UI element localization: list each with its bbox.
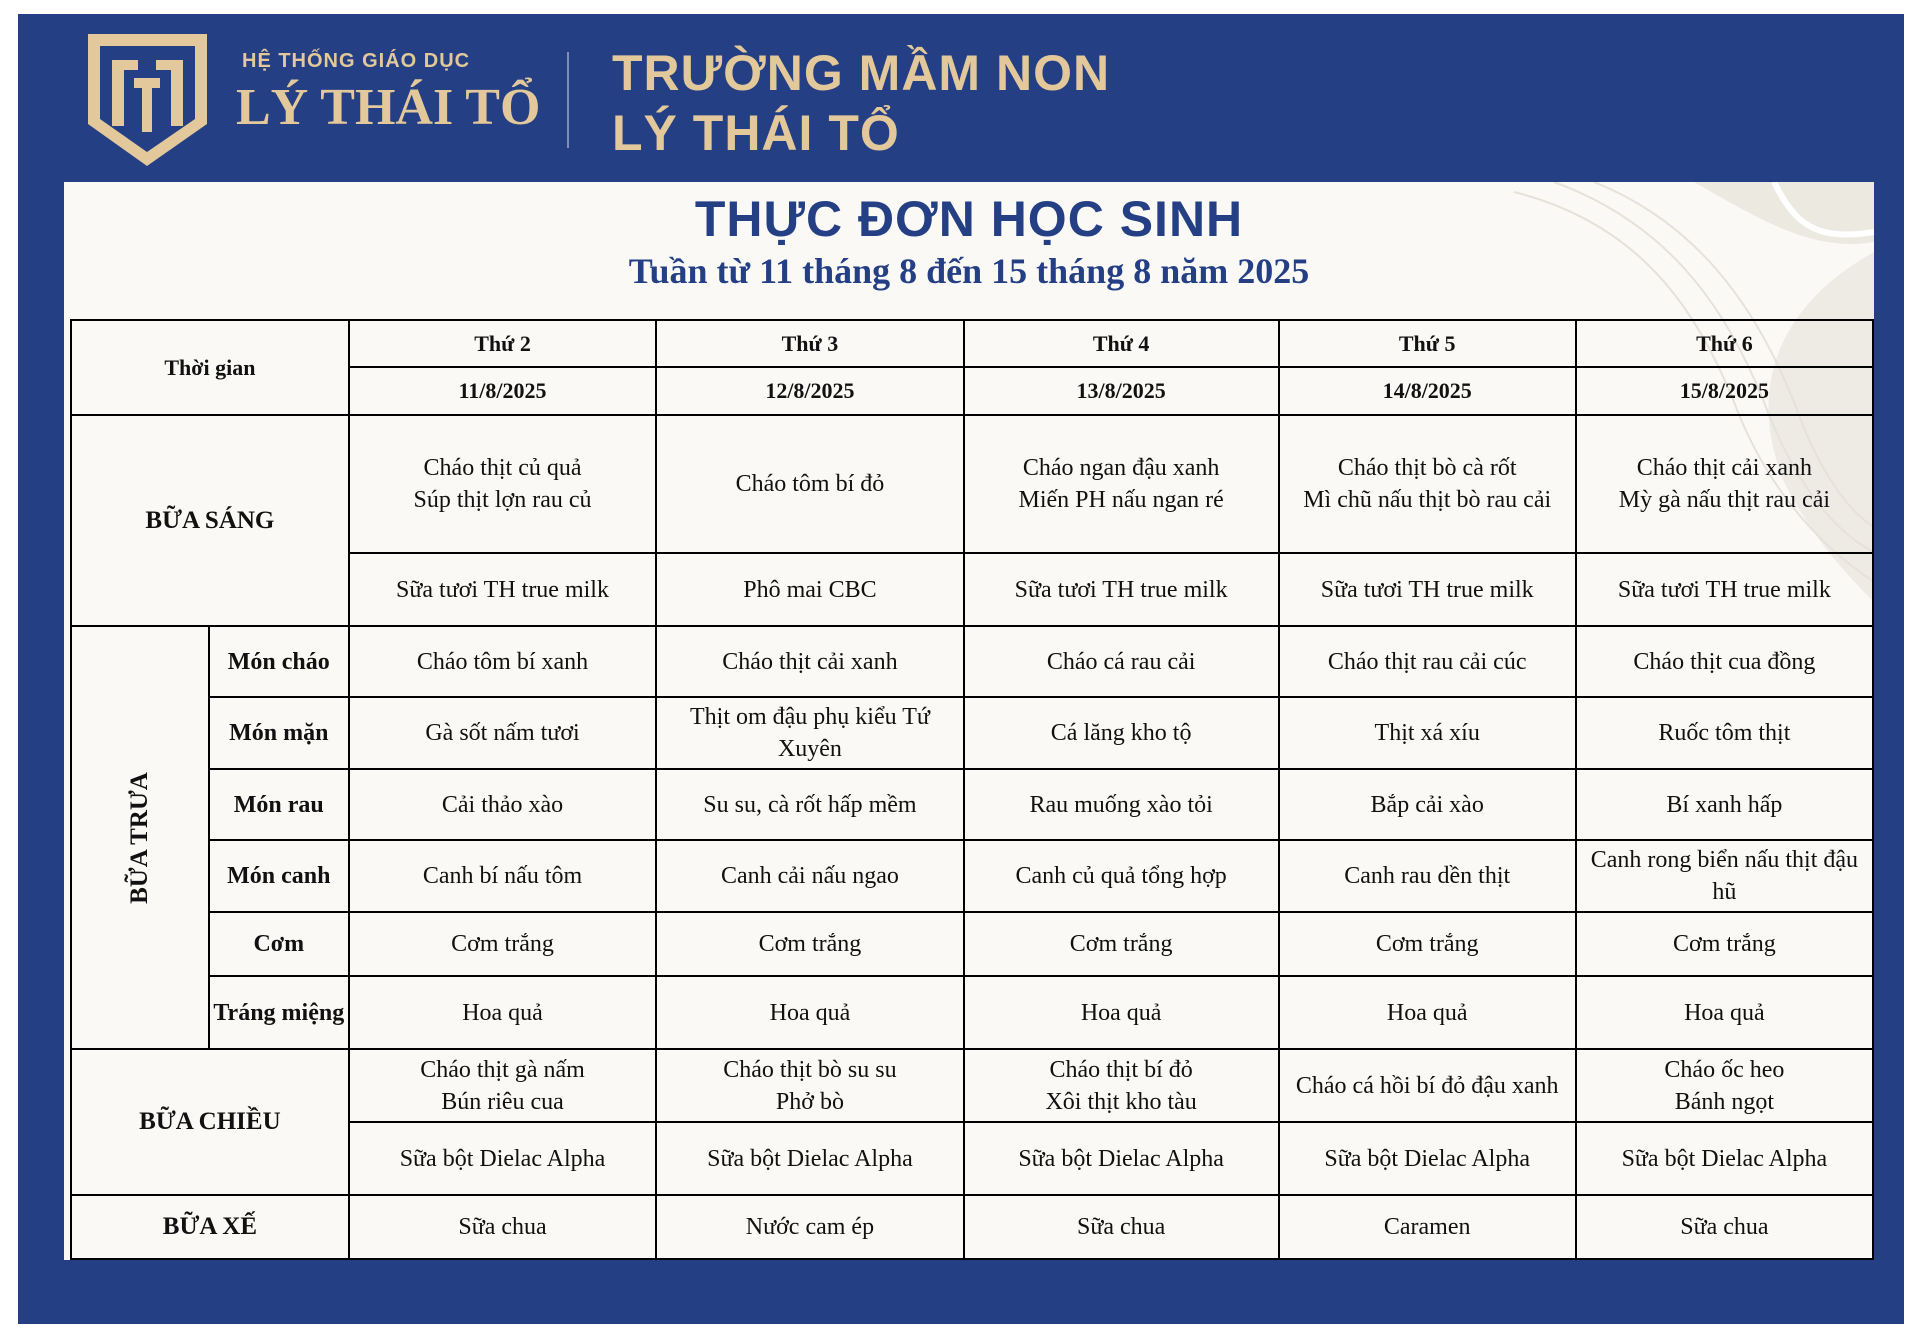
menu-cell: Hoa quả [349, 976, 656, 1049]
day-date: 14/8/2025 [1279, 367, 1576, 415]
meal-label-lunch: BỮA TRƯA [71, 626, 209, 1049]
brand-system-label: HỆ THỐNG GIÁO DỤC [242, 50, 471, 72]
menu-cell: Bắp cải xào [1279, 769, 1576, 840]
menu-table [70, 319, 1874, 1260]
menu-cell: Cháo thịt cải xanh Mỳ gà nấu thịt rau cải [1576, 415, 1873, 553]
menu-cell: Rau muống xào tỏi [964, 769, 1279, 840]
menu-cell: Bí xanh hấp [1576, 769, 1873, 840]
brand-system-name: LÝ THÁI TỔ [236, 79, 541, 136]
time-header: Thời gian [71, 320, 349, 415]
menu-cell: Sữa bột Dielac Alpha [1279, 1122, 1576, 1195]
menu-cell: Cháo tôm bí xanh [349, 626, 656, 697]
menu-cell: Caramen [1279, 1195, 1576, 1259]
day-name: Thứ 2 [349, 320, 656, 367]
day-date: 15/8/2025 [1576, 367, 1873, 415]
menu-cell: Canh rong biển nấu thịt đậu hũ [1576, 840, 1873, 912]
lunch-row-label: Tráng miệng [209, 976, 349, 1049]
day-name: Thứ 3 [656, 320, 963, 367]
menu-cell: Cháo cá hồi bí đỏ đậu xanh [1279, 1049, 1576, 1122]
meal-label-afternoon: BỮA CHIỀU [71, 1049, 349, 1195]
menu-cell: Cháo tôm bí đỏ [656, 415, 963, 553]
day-date: 11/8/2025 [349, 367, 656, 415]
menu-cell: Hoa quả [1576, 976, 1873, 1049]
menu-cell: Cháo cá rau cải [964, 626, 1279, 697]
menu-cell: Cháo thịt bò su su Phở bò [656, 1049, 963, 1122]
menu-cell: Thịt xá xíu [1279, 697, 1576, 769]
menu-cell: Sữa chua [1576, 1195, 1873, 1259]
menu-title: THỰC ĐƠN HỌC SINH [694, 191, 1244, 247]
menu-cell: Canh rau dền thịt [1279, 840, 1576, 912]
day-name: Thứ 4 [964, 320, 1279, 367]
meal-label-snack: BỮA XẾ [71, 1195, 349, 1259]
menu-cell: Cơm trắng [349, 912, 656, 976]
menu-cell: Sữa bột Dielac Alpha [1576, 1122, 1873, 1195]
menu-cell: Sữa tươi TH true milk [1576, 553, 1873, 626]
menu-cell: Phô mai CBC [656, 553, 963, 626]
lunch-row-label: Món cháo [209, 626, 349, 697]
menu-cell: Sữa tươi TH true milk [349, 553, 656, 626]
school-name-line1: TRƯỜNG MẦM NON [612, 45, 1111, 101]
menu-panel [64, 182, 1874, 1260]
menu-cell: Cháo thịt rau cải cúc [1279, 626, 1576, 697]
menu-cell: Cháo ngan đậu xanh Miến PH nấu ngan ré [964, 415, 1279, 553]
menu-cell: Canh cải nấu ngao [656, 840, 963, 912]
day-date: 12/8/2025 [656, 367, 963, 415]
day-name: Thứ 6 [1576, 320, 1873, 367]
lunch-row-label: Món rau [209, 769, 349, 840]
menu-cell: Cháo thịt cua đồng [1576, 626, 1873, 697]
menu-cell: Cá lăng kho tộ [964, 697, 1279, 769]
day-date: 13/8/2025 [964, 367, 1279, 415]
menu-cell: Ruốc tôm thịt [1576, 697, 1873, 769]
menu-cell: Cháo thịt bí đỏ Xôi thịt kho tàu [964, 1049, 1279, 1122]
menu-cell: Sữa tươi TH true milk [1279, 553, 1576, 626]
shield-monogram-icon [80, 26, 215, 172]
menu-cell: Cơm trắng [656, 912, 963, 976]
menu-cell: Cải thảo xào [349, 769, 656, 840]
menu-cell: Thịt om đậu phụ kiểu Tứ Xuyên [656, 697, 963, 769]
school-name-line2: LÝ THÁI TỔ [612, 105, 900, 161]
menu-cell: Cơm trắng [964, 912, 1279, 976]
brand-divider [567, 52, 569, 148]
menu-cell: Canh củ quả tổng hợp [964, 840, 1279, 912]
menu-cell: Sữa tươi TH true milk [964, 553, 1279, 626]
meal-label-breakfast: BỮA SÁNG [71, 415, 349, 626]
menu-cell: Gà sốt nấm tươi [349, 697, 656, 769]
menu-cell: Sữa bột Dielac Alpha [349, 1122, 656, 1195]
menu-cell: Cháo thịt bò cà rốt Mì chũ nấu thịt bò rau cải [1279, 415, 1576, 553]
menu-cell: Canh bí nấu tôm [349, 840, 656, 912]
menu-cell: Nước cam ép [656, 1195, 963, 1259]
lunch-row-label: Cơm [209, 912, 349, 976]
lunch-row-label: Món canh [209, 840, 349, 912]
menu-cell: Cơm trắng [1576, 912, 1873, 976]
menu-cell: Cháo ốc heo Bánh ngọt [1576, 1049, 1873, 1122]
menu-cell: Cơm trắng [1279, 912, 1576, 976]
day-name: Thứ 5 [1279, 320, 1576, 367]
menu-cell: Cháo thịt củ quả Súp thịt lợn rau củ [349, 415, 656, 553]
menu-cell: Hoa quả [656, 976, 963, 1049]
menu-cell: Su su, cà rốt hấp mềm [656, 769, 963, 840]
menu-cell: Cháo thịt gà nấm Bún riêu cua [349, 1049, 656, 1122]
menu-cell: Sữa bột Dielac Alpha [964, 1122, 1279, 1195]
menu-cell: Hoa quả [964, 976, 1279, 1049]
lunch-row-label: Món mặn [209, 697, 349, 769]
menu-cell: Sữa bột Dielac Alpha [656, 1122, 963, 1195]
menu-cell: Sữa chua [349, 1195, 656, 1259]
menu-subtitle: Tuần từ 11 tháng 8 đến 15 tháng 8 năm 2025 [628, 251, 1310, 291]
menu-cell: Cháo thịt cải xanh [656, 626, 963, 697]
menu-cell: Hoa quả [1279, 976, 1576, 1049]
menu-cell: Sữa chua [964, 1195, 1279, 1259]
